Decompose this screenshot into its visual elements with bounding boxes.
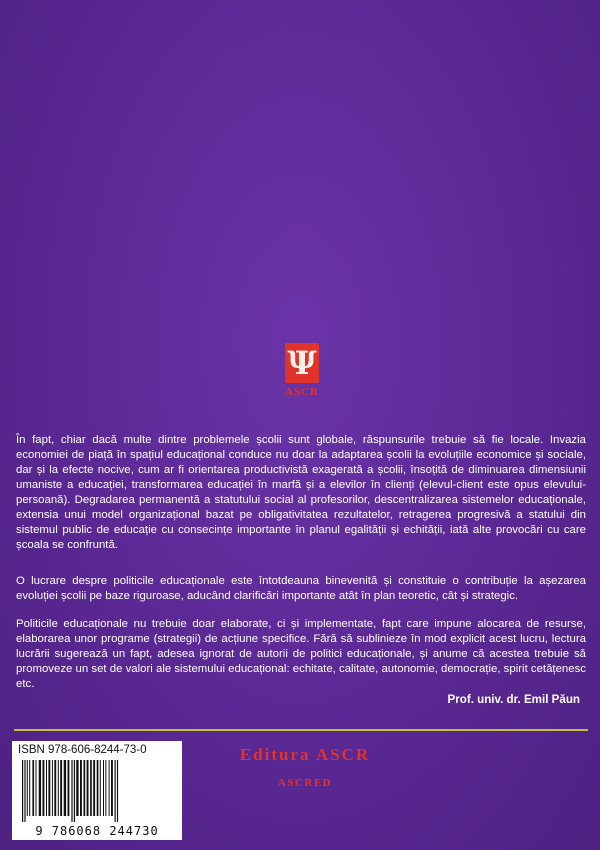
barcode-bar <box>36 760 37 816</box>
paragraph-3: Politicile educaționale nu trebuie doar elaborate, ci și implementate, fapt care impune alocarea de resurse, elaborarea unor programe (strategii) de acțiune specifice. Fără să sublinieze în mod explicit acest lucru, lectura lucrării sugerează un fapt, adesea ignorat de autorii de politici educaționale, și anume că acestea trebuie să promoveze un set de valori ale sistemului educațional: echitate, calitate, autonomie, democrație, spirit cetățenesc etc. <box>16 618 586 690</box>
author-signature: Prof. univ. dr. Emil Păun <box>447 693 580 706</box>
barcode-bar <box>103 760 104 816</box>
barcode-bar <box>90 760 92 816</box>
barcode-bar <box>27 760 28 816</box>
barcode-bar <box>109 760 110 816</box>
barcode-bar <box>64 760 66 816</box>
barcode-bar <box>100 760 101 816</box>
publisher-imprint: ASCRED <box>277 777 333 789</box>
barcode-bar <box>60 760 62 816</box>
barcode-bar <box>93 760 95 816</box>
barcode-bar <box>80 760 82 816</box>
barcode-bar <box>74 760 75 822</box>
barcode-bar <box>58 760 59 816</box>
barcode-bars <box>20 760 176 822</box>
barcode-digits: 9 786068 244730 <box>35 824 159 838</box>
barcode-bar <box>105 760 106 816</box>
publisher-name: Editura ASCR <box>239 745 371 764</box>
barcode-bar <box>22 760 23 822</box>
paragraph-1: În fapt, chiar dacă multe dintre problemele școlii sunt globale, răspunsurile trebuie să fie locale. Invazia economiei de piață în spațiul educațional conduce nu doar la adaptarea școlii la evoluțiile economice și sociale, dar și la efecte nocive, cum ar fi orientarea productivistă exagerată a școlii, însoțită de diminuarea dimensiunii umaniste a educației, transformarea educației în marfă și a elevilor în clienți (elevul-client este opus elevului-persoană). Degradarea permanentă a statutului social al profesorilor, descentralizarea sistemelor educaționale, extensia unui model organizațional bazat pe obligativitatea rezultatelor, retragerea progresivă a statului din sistemul public de educație cu consecințe importante în planul egalității și echității, iată alte provocări cu care școala se confruntă. <box>16 434 586 551</box>
isbn-barcode <box>12 741 182 840</box>
barcode-bar <box>24 760 25 822</box>
barcode-bar <box>76 760 78 816</box>
barcode-bar <box>97 760 99 816</box>
logo-label: ASCR <box>285 386 319 398</box>
barcode-bar <box>29 760 30 816</box>
barcode-bar <box>87 760 89 816</box>
ascr-logo <box>283 343 321 397</box>
barcode-bar <box>48 760 50 816</box>
isbn-number: ISBN 978-606-8244-73-0 <box>18 744 147 756</box>
barcode-bar <box>68 760 70 816</box>
barcode-bar <box>32 760 34 816</box>
barcode-bar <box>39 760 41 816</box>
barcode-bar <box>71 760 72 822</box>
barcode-bar <box>46 760 47 816</box>
barcode-bar <box>84 760 86 816</box>
barcode-bar <box>43 760 45 816</box>
barcode-bar <box>52 760 53 816</box>
barcode-bar <box>111 760 113 816</box>
barcode-bar <box>54 760 56 816</box>
barcode-bar <box>115 760 116 822</box>
barcode-bar <box>117 760 118 822</box>
divider-line <box>14 729 588 731</box>
logo-symbol: Ψ <box>287 344 317 382</box>
paragraph-2: O lucrare despre politicile educaționale este întotdeauna binevenită și constituie o contribuție la așezarea evoluției școlii pe baze riguroase, aducând clarificări importante atât în plan teoretic, cât și strategic. <box>16 575 586 602</box>
psi-icon <box>285 343 319 383</box>
